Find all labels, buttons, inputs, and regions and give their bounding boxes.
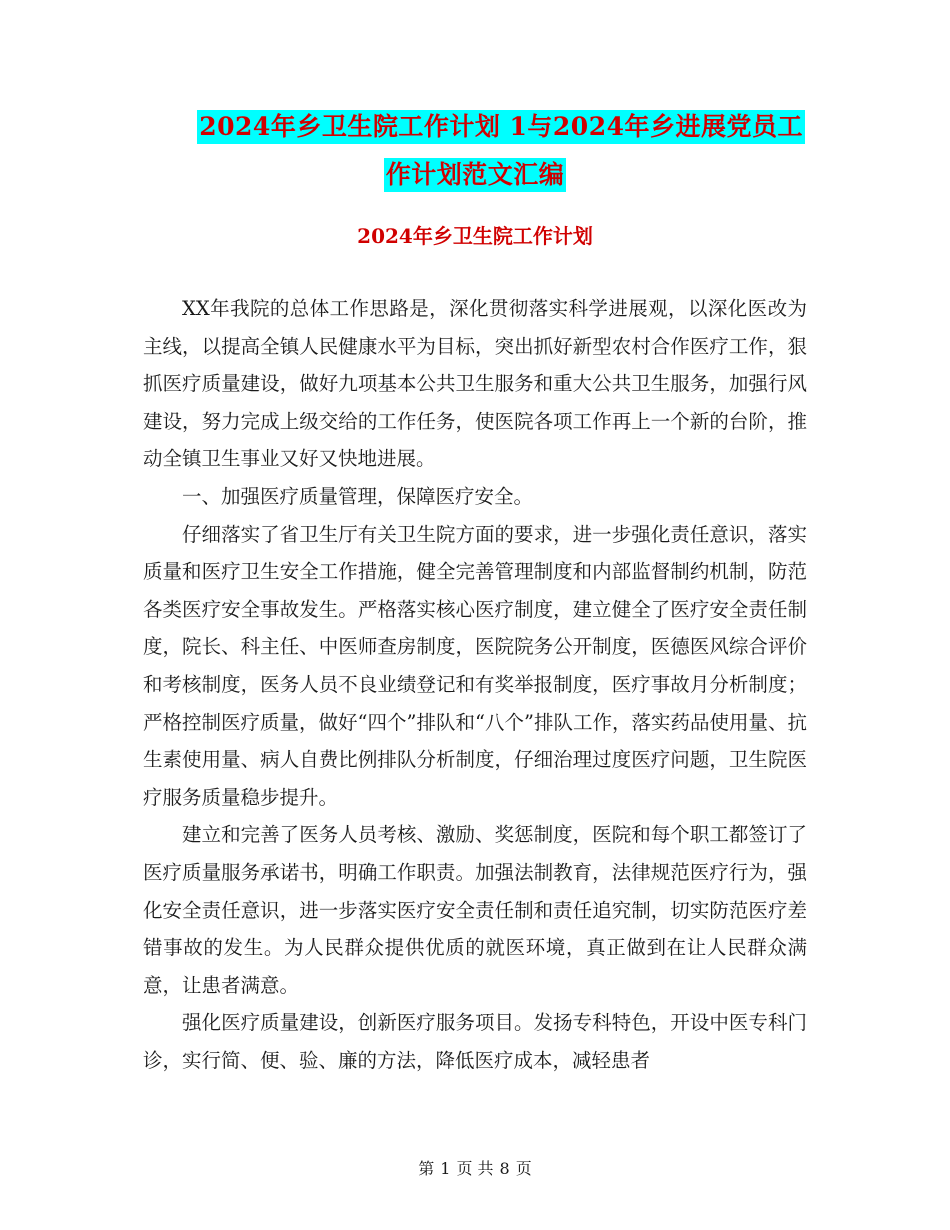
page-prefix: 第 (418, 1159, 435, 1178)
document-body (143, 290, 807, 1079)
paragraph: 强化医疗质量建设，创新医疗服务项目。发扬专科特色，开设中医专科门诊，实行简、便、验、廉的方法，降低医疗成本，减轻患者 (143, 1011, 807, 1072)
paragraph: 仔细落实了省卫生厅有关卫生院方面的要求，进一步强化责任意识，落实质量和医疗卫生安全工作措施，健全完善管理制度和内部监督制约机制，防范各类医疗安全事故发生。严格落实核心医疗制度，建立健全了医疗安全责任制度，院长、科主任、中医师查房制度，医院院务公开制度，医德医风综合评价和考核制度，医务人员不良业绩登记和有奖举报制度，医疗事故月分析制度；严格控制医疗质量，做好“四个”排队和“八个”排队工作，落实药品使用量、抗生素使用量、病人自费比例排队分析制度，仔细治理过度医疗问题，卫生院医疗服务质量稳步提升。 (143, 522, 807, 809)
paragraph: 一、加强医疗质量管理，保障医疗安全。 (182, 484, 534, 508)
document-title (145, 110, 805, 192)
paragraph: XX年我院的总体工作思路是，深化贯彻落实科学进展观，以深化医改为主线，以提高全镇人民健康水平为目标，突出抓好新型农村合作医疗工作，狠抓医疗质量建设，做好九项基本公共卫生服务和重大公共卫生服务，加强行风建设，努力完成上级交给的工作任务，使医院各项工作再上一个新的台阶，推动全镇卫生事业又好又快地进展。 (143, 297, 807, 471)
page-middle: 页 共 (456, 1159, 494, 1178)
title-line-1: 2024年乡卫生院工作计划 1与2024年乡进展党员工 (197, 110, 805, 144)
title-row-2 (145, 158, 805, 192)
page-total: 8 (499, 1159, 510, 1178)
page-footer (0, 1156, 950, 1179)
title-row-1 (145, 110, 805, 144)
title-line-2: 作计划范文汇编 (384, 158, 567, 192)
section-title: 2024年乡卫生院工作计划 (357, 224, 593, 248)
page-suffix: 页 (515, 1159, 532, 1178)
page-number: 1 (440, 1159, 451, 1178)
paragraph: 建立和完善了医务人员考核、激励、奖惩制度，医院和每个职工都签订了医疗质量服务承诺书，明确工作职责。加强法制教育，法律规范医疗行为，强化安全责任意识，进一步落实医疗安全责任制和责任追究制，切实防范医疗差错事故的发生。为人民群众提供优质的就医环境，真正做到在让人民群众满意，让患者满意。 (143, 823, 807, 997)
